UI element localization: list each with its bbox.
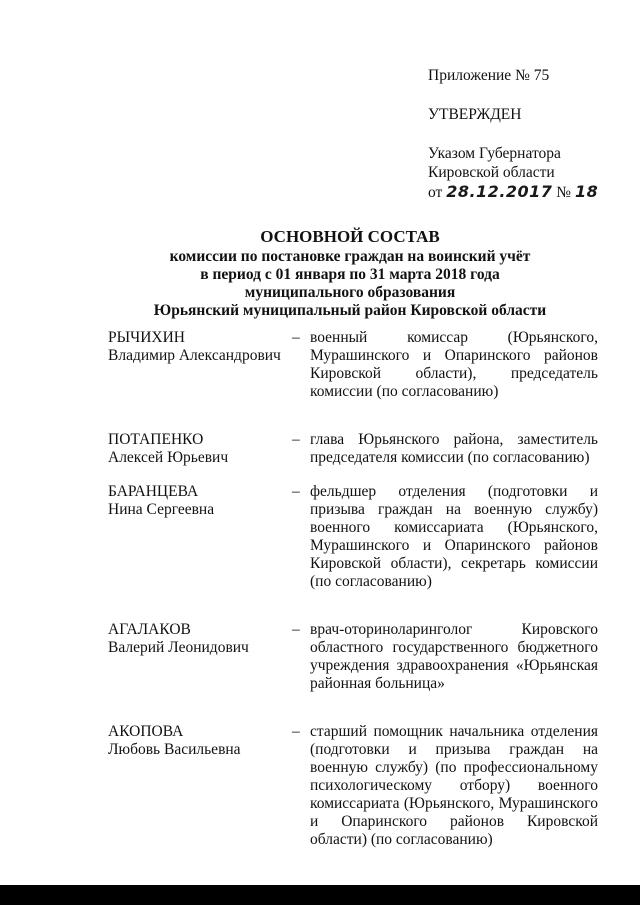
- member-role: военный комиссар (Юрьянского, Мурашинского и Опаринского районов Кировской области), председатель комиссии (по согласованию): [310, 329, 598, 400]
- member-surname: ПОТАПЕНКО: [108, 431, 204, 448]
- member-name-block: [108, 483, 292, 591]
- heading-line-2: в период с 01 января по 31 марта 2018 года: [200, 266, 500, 283]
- member-surname: РЫЧИХИН: [108, 329, 185, 346]
- member-role: врач-оториноларинголог Кировского областного государственного бюджетного учреждения здравоохранения «Юрьянская районная больница»: [310, 621, 598, 692]
- document-title: ОСНОВНОЙ СОСТАВ: [260, 227, 440, 246]
- heading-line-1: комиссии по постановке граждан на воинский учёт: [169, 248, 531, 265]
- decree-line-1: Указом Губернатора: [428, 145, 561, 162]
- appendix-number: Приложение № 75: [428, 67, 550, 84]
- list-item: [108, 483, 598, 591]
- decree-date-row: [428, 182, 598, 202]
- dash-separator: –: [292, 329, 300, 346]
- handwritten-number: 18: [574, 182, 599, 201]
- member-role: глава Юрьянского района, заместитель председателя комиссии (по согласованию): [310, 431, 598, 466]
- list-item: [108, 431, 598, 467]
- member-surname: БАРАНЦЕВА: [108, 483, 199, 500]
- heading-line-4: Юрьянский муниципальный район Кировской области: [153, 302, 547, 319]
- member-name-block: [108, 431, 292, 467]
- member-role: фельдшер отделения (подготовки и призыва граждан на военную службу) военного комиссариата (Юрьянского, Мурашинского и Опаринского районов Кировской области), секретарь комиссии (по согласованию): [310, 483, 598, 590]
- scan-bottom-border: [0, 885, 640, 905]
- member-given-names: Владимир Александрович: [108, 347, 281, 364]
- member-role: старший помощник начальника отделения (подготовки и призыва граждан на военную службу) (по профессиональному психологическому отбору) военного комиссариата (Юрьянского, Мурашинского и Опаринского районов Кировской области) (по согласованию): [310, 723, 598, 848]
- member-given-names: Валерий Леонидович: [108, 639, 249, 656]
- handwritten-date: 28.12.2017: [446, 182, 553, 201]
- decree-line-2: Кировской области: [428, 164, 555, 181]
- number-prefix: №: [556, 184, 572, 201]
- member-surname: АГАЛАКОВ: [108, 621, 191, 638]
- dash-separator: –: [292, 723, 300, 740]
- list-item: [108, 329, 598, 401]
- dash-separator: –: [292, 483, 300, 500]
- member-list: [108, 329, 598, 849]
- approval-block: [428, 66, 598, 202]
- member-given-names: Нина Сергеевна: [108, 501, 215, 518]
- date-prefix: от: [428, 184, 443, 201]
- list-item: [108, 621, 598, 693]
- member-surname: АКОПОВА: [108, 723, 184, 740]
- dash-separator: –: [292, 621, 300, 638]
- list-item: [108, 723, 598, 849]
- dash-separator: –: [292, 431, 300, 448]
- approved-stamp: УТВЕРЖДЕН: [428, 106, 522, 123]
- heading-line-3: муниципального образования: [244, 284, 456, 301]
- member-name-block: [108, 329, 292, 401]
- member-name-block: [108, 621, 292, 693]
- member-given-names: Любовь Васильевна: [108, 741, 241, 758]
- member-name-block: [108, 723, 292, 849]
- document-heading: [90, 226, 610, 320]
- member-given-names: Алексей Юрьевич: [108, 449, 229, 466]
